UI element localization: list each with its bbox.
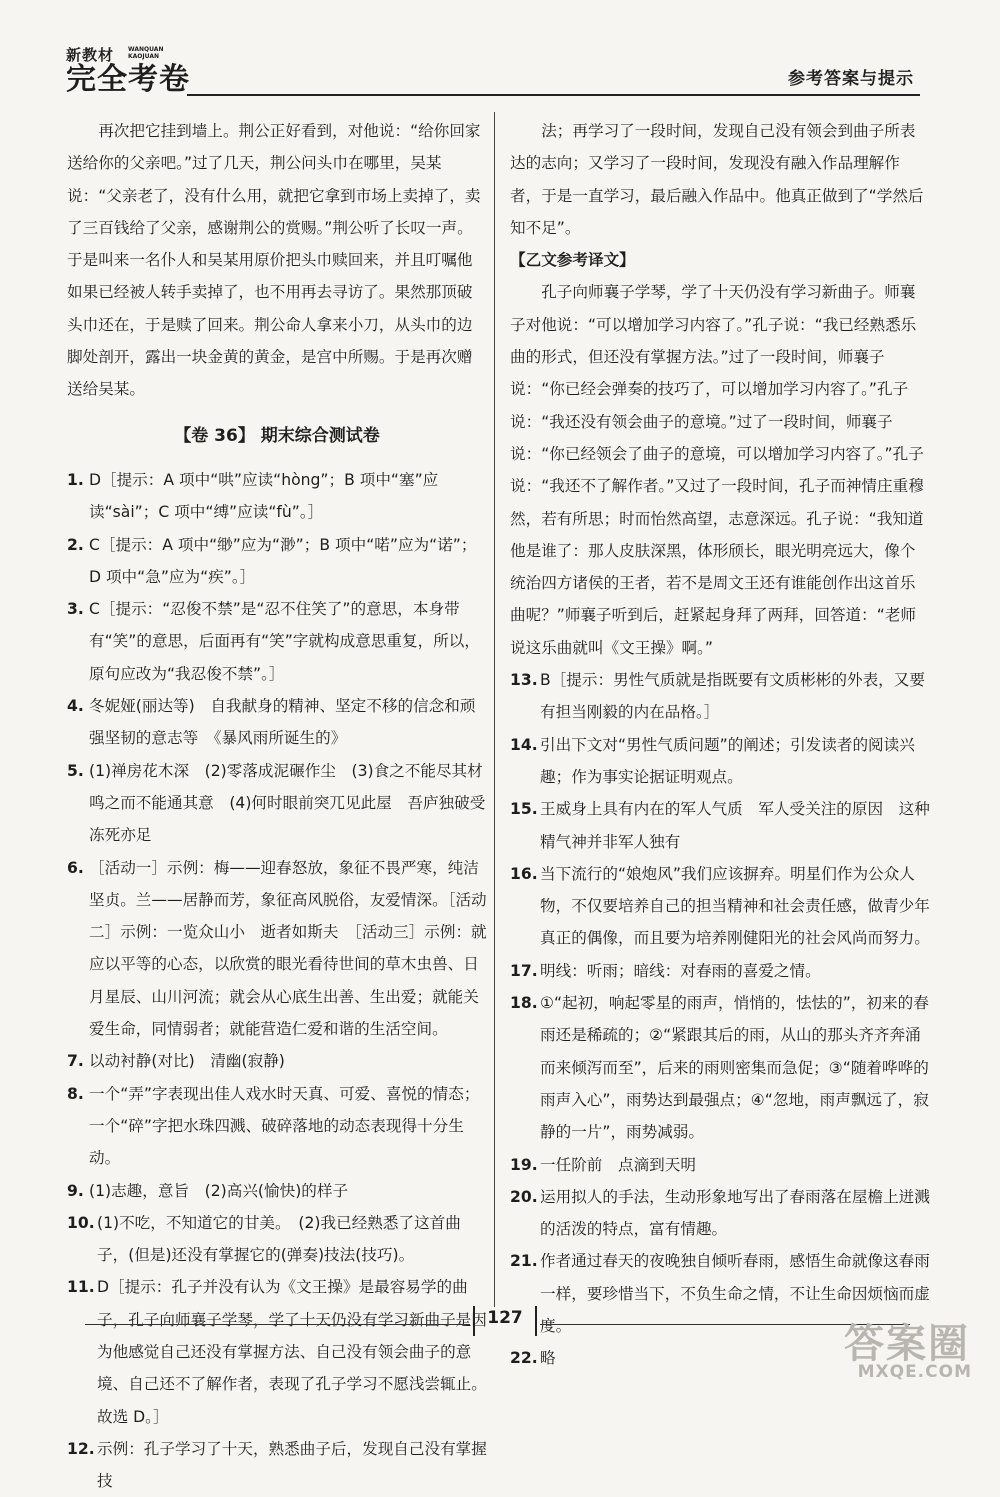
page-header (62, 40, 920, 98)
translation-paragraph: 孔子向师襄子学琴，学了十天仍没有学习新曲子。师襄子对他说：“可以增加学习内容了。”孔子说：“我已经熟悉乐曲的形式，但还没有掌握方法。”过了一段时间，师襄子说：“你已经会弹奏的技巧了，可以增加学习内容了。”孔子说：“我还没有领会曲子的意境。”过了一段时间，师襄子说：“你已经领会了曲子的意境，可以增加学习内容了。”孔子说：“我还不了解作者。”又过了一段时间，孔子而神情庄重穆然，若有所思；时而怡然高望，志意深远。孔子说：“我知道他是谁了：那人皮肤深黑，体形颀长，眼光明亮远大，像个统治四方诸侯的王者，若不是周文王还有谁能创作出这首乐曲呢？”师襄子听到后，赶紧起身拜了两拜，回答道：“老师说这乐曲就叫《文王操》啊。” (510, 283, 924, 657)
answer-item (510, 729, 930, 794)
answer-number: 7. (67, 1052, 84, 1071)
answer-item (67, 464, 487, 529)
answer-item (67, 529, 487, 594)
answer-text: 明线：听雨；暗线：对春雨的喜爱之情。 (540, 961, 821, 980)
answer-number: 18. (510, 994, 538, 1013)
answer-item (510, 955, 930, 987)
answer-text: 以动衬静(对比) 清幽(寂静) (89, 1052, 285, 1071)
answer-number: 3. (67, 600, 84, 619)
section-title: 【卷 36】 期末综合测试卷 (174, 425, 380, 446)
answer-text: ［活动一］示例：梅——迎春怒放，象征不畏严寒，纯洁坚贞。兰——居静而芳，象征高风脱俗，友爱情深。［活动二］示例：一览众山小 逝者如斯夫 ［活动三］示例：就应以平等的心态，以欣赏的眼光看待世间的草木虫兽、日月星辰、山川河流；就会从心底生出善、生出爱；就能关爱生命，同情弱者；就能营造仁爱和谐的生活空间。 (89, 858, 487, 1039)
watermark-logo (780, 1312, 980, 1392)
answer-number: 14. (510, 735, 538, 754)
answer-number: 6. (67, 858, 84, 877)
brand-small-text: 新教材 (66, 46, 115, 64)
answer-text: 引出下文对“男性气质问题”的阐述；引发读者的阅读兴趣；作为事实论据证明观点。 (540, 735, 915, 786)
intro-paragraph: 再次把它挂到墙上。荆公正好看到，对他说：“给你回家送给你的父亲吧。”过了几天，荆公问头巾在哪里，吴某说：“父亲老了，没有什么用，就把它拿到市场上卖掉了，卖了三百钱给了父亲，感谢荆公的赏赐。”荆公听了长叹一声。于是叫来一名仆人和吴某用原价把头巾赎回来，并且叮嘱他如果已经被人转手卖掉了，也不用再去寻访了。果然那顶破头巾还在，于是赎了回来。荆公命人拿来小刀，从头巾的边脚处剖开，露出一块金黄的黄金，是宫中所赐。于是再次赠送给吴某。 (67, 122, 481, 399)
answer-item (67, 1045, 487, 1077)
answer-number: 2. (67, 535, 84, 554)
answer-text: 冬妮娅(丽达等) 自我献身的精神、坚定不移的信念和顽强坚韧的意志等 《暴风雨所诞生的》 (89, 697, 476, 748)
footer-bar-left (473, 1306, 475, 1336)
answer-number: 9. (67, 1181, 84, 1200)
brand-logo (66, 44, 190, 97)
answer-text: 示例：孔子学习了十天，熟悉曲子后，发现自己没有掌握技 (97, 1439, 487, 1491)
brand-big-text: 完全考卷 (66, 62, 190, 97)
answer-number: 1. (67, 470, 84, 489)
column-divider (494, 112, 495, 1307)
answer-text: (1)不吃，不知道它的甘美。 (2)我已经熟悉了这首曲子，(但是)还没有掌握它的(弹奏)技法(技巧)。 (97, 1213, 461, 1265)
answer-text: 一任阶前 点滴到天明 (540, 1155, 696, 1174)
watermark-text: 答案圈 (844, 1321, 970, 1367)
answer-text: B［提示：男性气质就是指既要有文质彬彬的外表，又要有担当刚毅的内在品格。］ (540, 671, 925, 722)
answer-item (510, 1181, 930, 1246)
right-answer-list (510, 664, 930, 1375)
answer-item (510, 1149, 930, 1181)
answer-number: 13. (510, 671, 538, 690)
answer-item (67, 1207, 487, 1272)
answer-item (67, 1271, 487, 1432)
answer-text: C［提示：“忍俊不禁”是“忍不住笑了”的意思，本身带有“笑”的意思，后面再有“笑”字就构成意思重复，所以，原句应改为“我忍俊不禁”。］ (89, 600, 480, 683)
answer-number: 16. (510, 864, 538, 883)
answer-item (67, 852, 487, 1046)
answer-text: (1)禅房花木深 (2)零落成泥碾作尘 (3)食之不能尽其材 鸣之而不能通其意 (4)何时眼前突兀见此屋 吾庐独破受冻死亦足 (89, 761, 499, 845)
footer-rule-left (85, 1324, 470, 1325)
left-column (67, 115, 499, 1497)
answer-number: 10. (67, 1213, 95, 1232)
answer-text: 略 (540, 1349, 556, 1368)
answer-item (510, 664, 930, 729)
answer-text: 当下流行的“娘炮风”我们应该摒弃。明星们作为公众人物，不仅要培养自己的担当精神和社会责任感，做青少年真正的偶像，而且要为培养刚健阳光的社会风尚而努力。 (540, 864, 930, 948)
answer-number: 19. (510, 1155, 538, 1174)
answer-item (510, 858, 930, 955)
page-number: 127 (487, 1308, 523, 1328)
answer-item (67, 1433, 487, 1497)
answer-text: (1)志趣，意旨 (2)高兴(愉快)的样子 (89, 1181, 349, 1200)
answer-text: D［提示：孔子并没有认为《文王操》是最容易学的曲子，孔子向师襄子学琴，学了十天仍没有学习新曲子是因为他感觉自己还没有掌握方法、自己没有领会曲子的意境、自己还不了解作者，表现了孔子学习不愿浅尝辄止。故选 D。］ (97, 1278, 487, 1426)
answer-item (67, 593, 487, 690)
brand-tiny-line-2: KAOJUAN (128, 53, 159, 60)
answer-text: 一个“弄”字表现出佳人戏水时天真、可爱、喜悦的情态；一个“碎”字把水珠四溅、破碎落地的动态表现得十分生动。 (89, 1084, 480, 1168)
answer-number: 20. (510, 1187, 538, 1206)
answer-number: 12. (67, 1439, 95, 1458)
answer-number: 21. (510, 1252, 538, 1271)
header-rule (187, 94, 920, 96)
answer-item (510, 793, 930, 858)
answer-number: 5. (67, 761, 84, 780)
answer-number: 4. (67, 697, 84, 716)
answer-number: 8. (67, 1084, 84, 1103)
answer-item (67, 755, 499, 852)
answer-text: D［提示：A 项中“哄”应读“hòng”；B 项中“塞”应读“sài”；C 项中“缚”应读“fù”。］ (89, 470, 439, 522)
header-title: 参考答案与提示 (788, 69, 914, 89)
right-column (510, 115, 930, 1375)
answer-item (510, 987, 930, 1148)
answer-item (67, 690, 487, 755)
answer-text: 运用拟人的手法，生动形象地写出了春雨落在屋檐上迸溅的活泼的特点，富有情趣。 (540, 1187, 930, 1239)
answer-text: 王威身上具有内在的军人气质 军人受关注的原因 这种精气神并非军人独有 (540, 800, 930, 851)
answer-item (67, 1078, 487, 1175)
answer-text: 作者通过春天的夜晚独自倾听春雨，感悟生命就像这春雨一样，要珍惜当下，不负生命之情，不让生命因烦恼而虚度。 (540, 1252, 930, 1335)
answer-text: ①“起初，响起零星的雨声，悄悄的，怯怯的”，初来的春雨还是稀疏的；②“紧跟其后的雨，从山的那头齐齐奔涌而来倾泻而至”，后来的雨则密集而急促；③“随着哗哗的雨声入心”，雨势达到最强点；④“忽地，雨声飘远了，寂静的一片”，雨势减弱。 (540, 994, 929, 1142)
footer-bar-right (535, 1306, 537, 1336)
translation-title: 【乙文参考译文】 (510, 251, 635, 270)
answer-number: 15. (510, 800, 538, 819)
answer-number: 11. (67, 1278, 95, 1297)
watermark-url: MXQE.COM (857, 1362, 972, 1382)
answer-item (67, 1175, 487, 1207)
brand-tiny-text (128, 46, 163, 60)
answer-number: 22. (510, 1349, 538, 1368)
answer-number: 17. (510, 961, 538, 980)
brand-tiny-line-1: WANQUAN (128, 46, 164, 53)
left-answer-list (67, 464, 499, 1497)
continued-answer: 法；再学习了一段时间，发现自己没有领会到曲子所表达的志向；又学习了一段时间，发现没有融入作品理解作者，于是一直学习，最后融入作品中。他真正做到了“学然后知不足”。 (510, 122, 924, 237)
answer-text: C［提示：A 项中“缈”应为“渺”；B 项中“喏”应为“诺”；D 项中“急”应为“疾”。］ (89, 535, 477, 586)
